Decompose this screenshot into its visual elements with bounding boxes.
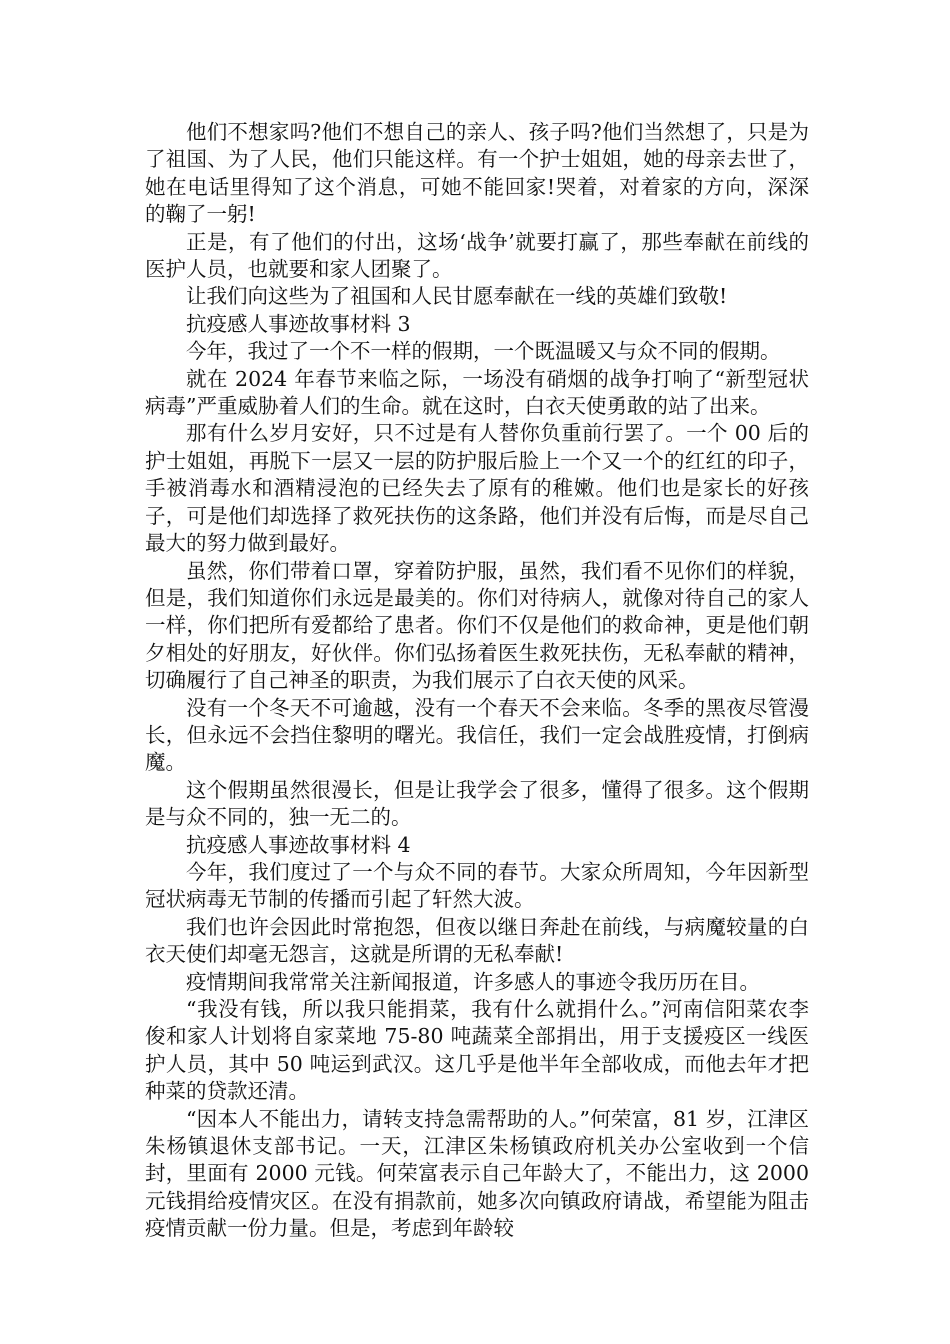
paragraph: 虽然，你们带着口罩，穿着防护服，虽然，我们看不见你们的样貌，但是，我们知道你们永远是最美的。你们对待病人，就像对待自己的家人一样，你们把所有爱都给了患者。你们不仅是他们的救命神，更是他们朝夕相处的好朋友，好伙伴。你们弘扬着医生救死扶伤，无私奉献的精神，切确履行了自己神圣的职责，为我们展示了白衣天使的风采。 bbox=[145, 558, 809, 693]
paragraph: 他们不想家吗?他们不想自己的亲人、孩子吗?他们当然想了，只是为了祖国、为了人民，他们只能这样。有一个护士姐姐，她的母亲去世了，她在电话里得知了这个消息，可她不能回家!哭着，对着家的方向，深深的鞠了一躬! bbox=[145, 120, 809, 227]
paragraph: 正是，有了他们的付出，这场‘战争’就要打赢了，那些奉献在前线的医护人员，也就要和家人团聚了。 bbox=[145, 229, 809, 282]
document-body bbox=[145, 119, 809, 1243]
section-heading: 抗疫感人事迹故事材料 4 bbox=[186, 832, 411, 857]
paragraph: 让我们向这些为了祖国和人民甘愿奉献在一线的英雄们致敬! bbox=[186, 284, 728, 309]
paragraph: 疫情期间我常常关注新闻报道，许多感人的事迹令我历历在目。 bbox=[186, 969, 760, 994]
paragraph: 今年，我们度过了一个与众不同的春节。大家众所周知，今年因新型冠状病毒无节制的传播而引起了轩然大波。 bbox=[145, 859, 809, 912]
paragraph: 那有什么岁月安好，只不过是有人替你负重前行罢了。一个 00 后的护士姐姐，再脱下一层又一层的防护服后脸上一个又一个的红红的印子，手被消毒水和酒精浸泡的已经失去了原有的稚嫩。他们也是家长的好孩子，可是他们却选择了救死扶伤的这条路，他们并没有后悔，而是尽自己最大的努力做到最好。 bbox=[145, 421, 809, 556]
paragraph: “因本人不能出力，请转支持急需帮助的人。”何荣富，81 岁，江津区朱杨镇退休支部书记。一天，江津区朱杨镇政府机关办公室收到一个信封，里面有 2000 元钱。何荣富表示自己年龄大了，不能出力，这 2000 元钱捐给疫情灾区。在没有捐款前，她多次向镇政府请战，希望能为阻击疫情贡献一份力量。但是，考虑到年龄较 bbox=[145, 1106, 809, 1241]
paragraph: 就在 2024 年春节来临之际，一场没有硝烟的战争打响了“新型冠状病毒”严重威胁着人们的生命。就在这时，白衣天使勇敢的站了出来。 bbox=[145, 366, 809, 419]
paragraph: 没有一个冬天不可逾越，没有一个春天不会来临。冬季的黑夜尽管漫长，但永远不会挡住黎明的曙光。我信任，我们一定会战胜疫情，打倒病魔。 bbox=[145, 695, 809, 775]
paragraph: 今年，我过了一个不一样的假期，一个既温暖又与众不同的假期。 bbox=[186, 339, 781, 364]
paragraph: “我没有钱，所以我只能捐菜，我有什么就捐什么。”河南信阳菜农李俊和家人计划将自家菜地 75-80 吨蔬菜全部捐出，用于支援疫区一线医护人员，其中 50 吨运到武汉。这几乎是他半年全部收成，而他去年才把种菜的贷款还清。 bbox=[145, 997, 809, 1104]
paragraph: 这个假期虽然很漫长，但是让我学会了很多，懂得了很多。这个假期是与众不同的，独一无二的。 bbox=[145, 777, 809, 830]
section-heading: 抗疫感人事迹故事材料 3 bbox=[186, 311, 411, 336]
paragraph: 我们也许会因此时常抱怨，但夜以继日奔赴在前线，与病魔较量的白衣天使们却毫无怨言，这就是所谓的无私奉献! bbox=[145, 914, 809, 967]
